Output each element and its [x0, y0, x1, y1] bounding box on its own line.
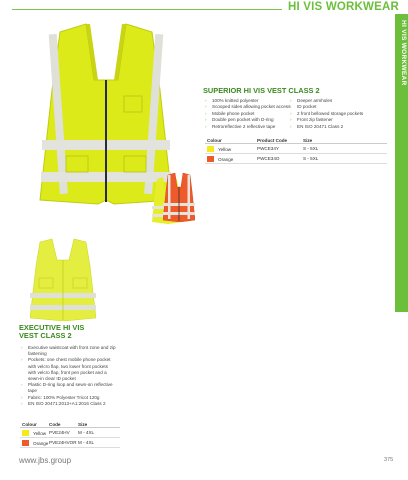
feature-item: › Mobile phone pocket: [205, 111, 290, 117]
feature-item: › Retroreflective 2 reflective tape: [205, 124, 290, 130]
header-product-code: Product Code: [257, 138, 288, 143]
table-header: [20, 420, 120, 428]
superior-vest-title: SUPERIOR HI VIS VEST CLASS 2: [203, 86, 320, 95]
colour-name: Orange: [33, 441, 49, 446]
size-range: S - 5XL: [303, 146, 319, 151]
size-range: S - 5XL: [303, 156, 319, 161]
colour-name: Orange: [218, 157, 234, 162]
superior-features-right: [290, 98, 363, 130]
header-colour: Colour: [207, 138, 222, 143]
executive-vest-image: [30, 238, 96, 321]
orange-swatch: [207, 156, 214, 162]
executive-title-line2: VEST CLASS 2: [19, 331, 72, 341]
feature-item: › 2 front bellowed storage pockets: [290, 111, 363, 117]
header-colour: Colour: [22, 422, 37, 427]
orange-swatch: [22, 440, 29, 446]
executive-vest-drawing: [30, 238, 96, 321]
size-range: M - 4XL: [78, 440, 95, 445]
page-number: 375: [384, 457, 394, 463]
product-code: PWCE34Y: [257, 146, 279, 151]
header-size: Size: [78, 422, 88, 427]
superior-product-table: [205, 136, 387, 164]
feature-item: › Fabric: 100% Polyester Tricot 120g: [21, 395, 117, 401]
superior-vest-orange-thumbnail: [163, 172, 195, 222]
feature-item: › Deeper armholes: [290, 98, 363, 104]
executive-features: [21, 345, 117, 407]
table-row: [205, 154, 387, 164]
superior-vest-orange-thumb-drawing: [163, 172, 195, 222]
header-code: Code: [49, 422, 61, 427]
colour-name: Yellow: [218, 147, 232, 152]
feature-item: › Executive waistcoat with front zone and zip fastening: [21, 345, 117, 357]
table-row: [205, 144, 387, 154]
executive-vest-title: [19, 324, 84, 341]
feature-item: › EN ISO 20471 Class 2: [290, 124, 363, 130]
product-code: PWCE34O: [257, 156, 280, 161]
feature-item: › Scooped sides allowing pocket access: [205, 104, 290, 110]
feature-item: › Double pen pocket with D-ring: [205, 117, 290, 123]
feature-item: › Pockets: one chest mobile phone pocket with velcro flap, two lower front pockets with velcro flap, front pen pocket and a sewn-in clear ID pocket: [21, 357, 117, 382]
feature-item: › 100% knitted polyester: [205, 98, 290, 104]
table-header: [205, 136, 387, 144]
table-row: [20, 428, 120, 438]
executive-title-line1: EXECUTIVE HI VIS: [19, 323, 85, 332]
colour-name: Yellow: [33, 431, 47, 436]
website-link[interactable]: www.jbs.group: [19, 456, 72, 465]
yellow-swatch: [207, 146, 214, 152]
feature-item: › Front zip fastener: [290, 117, 363, 123]
section-title: HI VIS WORKWEAR: [288, 1, 399, 13]
executive-product-table: [20, 420, 120, 448]
product-code: PVE24HV: [49, 430, 70, 435]
header-rule: [12, 9, 282, 10]
feature-item: › Plastic D-ring loop and sewn-on reflective tape: [21, 382, 117, 394]
feature-item: › ID pocket: [290, 104, 363, 110]
product-code: PVE24HVOR: [49, 440, 77, 445]
superior-features-left: [205, 98, 290, 130]
feature-item: › EN ISO 20471:2013+A1:2016 Class 2: [21, 401, 117, 407]
side-tab-label: HI VIS WORKWEAR: [400, 20, 407, 86]
size-range: M - 4XL: [78, 430, 95, 435]
yellow-swatch: [22, 430, 29, 436]
table-row: [20, 438, 120, 448]
header-size: Size: [303, 138, 313, 143]
